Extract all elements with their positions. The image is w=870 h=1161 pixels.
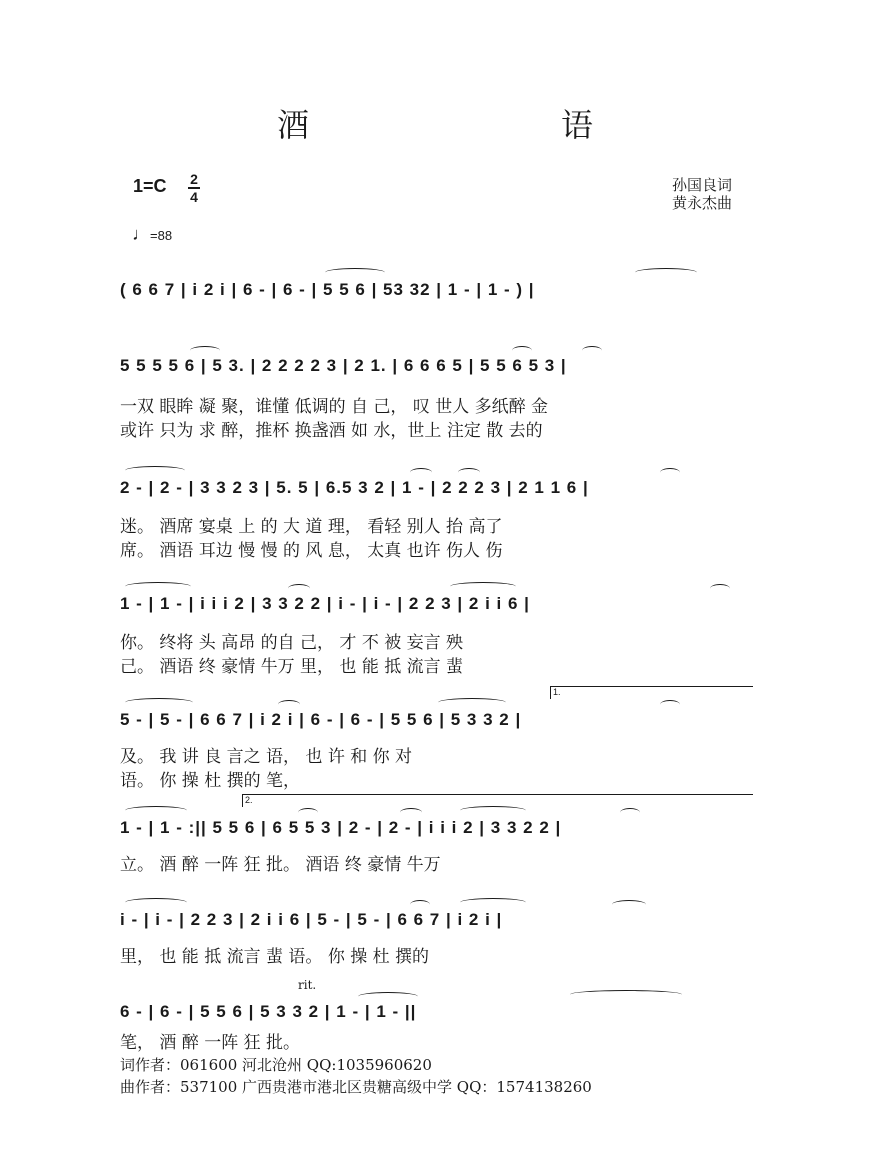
lyrics-verse-1: 笔， 酒 醉 一阵 狂 批。 bbox=[120, 1033, 301, 1053]
lyrics-verse-2: 己。 酒语 终 豪情 牛万 里， 也 能 抵 流言 蜚 bbox=[120, 657, 464, 677]
tempo-marking bbox=[132, 224, 172, 245]
lyrics-verse-1: 迷。 酒席 宴桌 上 的 大 道 理， 看轻 别人 抬 高了 bbox=[120, 517, 503, 537]
ritardando-marking: rit. bbox=[298, 978, 317, 992]
notation-line: ( 6 6 7 | i 2 i | 6 - | 6 - | 5 5 6 | 53 32 | 1 - | 1 - ) | bbox=[120, 280, 535, 299]
notation-line: 2 - | 2 - | 3 3 2 3 | 5. 5 | 6.5 3 2 | 1 - | 2 2 2 3 | 2 1 1 6 | bbox=[120, 478, 589, 497]
notation-line: 5 - | 5 - | 6 6 7 | i 2 i | 6 - | 6 - | 5 5 6 | 5 3 3 2 | bbox=[120, 710, 522, 729]
lyricist: 孙国良词 bbox=[672, 176, 733, 194]
key-signature: 1=C bbox=[133, 176, 167, 196]
lyrics-verse-1: 一双 眼眸 凝 聚，谁懂 低调的 自 己， 叹 世人 多纸醉 金 bbox=[120, 397, 549, 417]
lyrics-verse-1: 及。 我 讲 良 言之 语， 也 许 和 你 对 bbox=[120, 747, 413, 767]
lyrics-verse-1: 里， 也 能 抵 流言 蜚 语。 你 操 杜 撰的 bbox=[120, 947, 430, 967]
notation-line: 1 - | 1 - :|| 5 5 6 | 6 5 5 3 | 2 - | 2 - | i i i 2 | 3 3 2 2 | bbox=[120, 818, 562, 837]
notation-line: i - | i - | 2 2 3 | 2 i i 6 | 5 - | 5 - | 6 6 7 | i 2 i | bbox=[120, 910, 503, 929]
lyrics-verse-2: 语。 你 操 杜 撰的 笔， bbox=[120, 771, 301, 791]
time-signature-bottom: 4 bbox=[190, 188, 198, 205]
composer-contact: 曲作者：537100 广西贵港市港北区贵糖高级中学 QQ：1574138260 bbox=[120, 1078, 592, 1096]
notation-line: 6 - | 6 - | 5 5 6 | 5 3 3 2 | 1 - | 1 - || bbox=[120, 1002, 417, 1021]
lyrics-verse-1: 你。 终将 头 高昂 的自 己， 才 不 被 妄言 殃 bbox=[120, 633, 464, 653]
lyricist-contact: 词作者：061600 河北沧州 QQ:1035960620 bbox=[120, 1056, 432, 1074]
notation-line: 1 - | 1 - | i i i 2 | 3 3 2 2 | i - | i - | 2 2 3 | 2 i i 6 | bbox=[120, 594, 530, 613]
notation-line: 5 5 5 5 6 | 5 3. | 2 2 2 2 3 | 2 1. | 6 6 6 5 | 5 5 6 5 3 | bbox=[120, 356, 567, 375]
credits bbox=[672, 176, 732, 212]
composer: 黄永杰曲 bbox=[672, 194, 733, 212]
lyrics-verse-2: 席。 酒语 耳边 慢 慢 的 风 息， 太真 也许 伤人 伤 bbox=[120, 541, 503, 561]
time-signature-top: 2 bbox=[190, 171, 198, 187]
time-signature bbox=[188, 172, 200, 204]
lyrics-verse-1: 立。 酒 醉 一阵 狂 批。 酒语 终 豪情 牛万 bbox=[120, 855, 441, 875]
song-title: 酒 语 bbox=[276, 106, 703, 144]
tempo-value: =88 bbox=[150, 228, 173, 243]
second-ending-bracket: 2. bbox=[242, 794, 753, 807]
lyrics-verse-2: 或许 只为 求 醉，推杯 换盏酒 如 水，世上 注定 散 去的 bbox=[120, 421, 543, 441]
quarter-note-icon: ♩ bbox=[132, 224, 150, 244]
first-ending-bracket: 1. bbox=[550, 686, 753, 699]
